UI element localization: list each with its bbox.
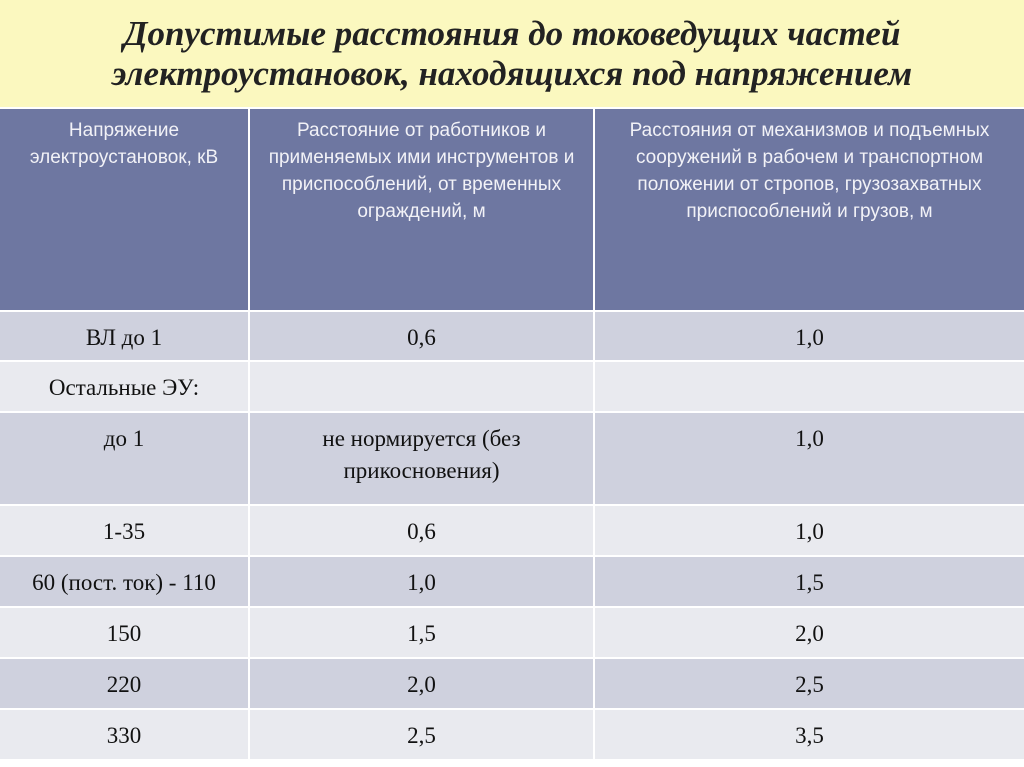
mechanism-distance-cell: 1,0 bbox=[594, 311, 1024, 361]
worker-distance-cell bbox=[249, 361, 594, 412]
column-header-worker-distance-text: Расстояние от работников и применяемых ими инструментов и приспособлений, от временных ограждений, м bbox=[268, 120, 575, 222]
mechanism-distance-cell: 2,0 bbox=[594, 607, 1024, 658]
table-row bbox=[0, 412, 1024, 505]
mechanism-distance-cell: 3,5 bbox=[594, 709, 1024, 760]
worker-distance-cell: 0,6 bbox=[249, 311, 594, 361]
mechanism-distance-cell: 2,5 bbox=[594, 658, 1024, 709]
worker-distance-cell bbox=[249, 412, 594, 505]
voltage-cell: до 1 bbox=[0, 412, 249, 505]
mechanism-distance-cell: 1,0 bbox=[594, 505, 1024, 556]
voltage-cell: 330 bbox=[0, 709, 249, 760]
column-header-voltage bbox=[0, 109, 249, 311]
worker-distance-text: не нормируется (без прикосновения) bbox=[322, 426, 521, 483]
table-row bbox=[0, 658, 1024, 709]
voltage-cell: 60 (пост. ток) - 110 bbox=[0, 556, 249, 607]
mechanism-distance-cell: 1,5 bbox=[594, 556, 1024, 607]
table-row bbox=[0, 311, 1024, 361]
voltage-cell: 1-35 bbox=[0, 505, 249, 556]
worker-distance-cell: 1,5 bbox=[249, 607, 594, 658]
column-header-worker-distance bbox=[249, 109, 594, 311]
mechanism-distance-cell bbox=[594, 361, 1024, 412]
slide-title-line-1: Допустимые расстояния до токоведущих частей bbox=[123, 13, 901, 53]
voltage-cell: ВЛ до 1 bbox=[0, 311, 249, 361]
voltage-cell: 220 bbox=[0, 658, 249, 709]
column-header-voltage-text: Напряжение электроустановок, кВ bbox=[29, 120, 219, 168]
slide-title-band bbox=[0, 0, 1024, 107]
column-header-mechanism-distance bbox=[594, 109, 1024, 311]
slide-title-line-2: электроустановок, находящихся под напряжением bbox=[111, 53, 913, 93]
table-row bbox=[0, 556, 1024, 607]
table-row bbox=[0, 709, 1024, 760]
worker-distance-cell: 2,0 bbox=[249, 658, 594, 709]
voltage-cell: 150 bbox=[0, 607, 249, 658]
worker-distance-cell: 2,5 bbox=[249, 709, 594, 760]
table-row bbox=[0, 505, 1024, 556]
mechanism-distance-cell: 1,0 bbox=[594, 412, 1024, 505]
voltage-cell: Остальные ЭУ: bbox=[0, 361, 249, 412]
table-row bbox=[0, 607, 1024, 658]
table-row bbox=[0, 361, 1024, 412]
distance-table bbox=[0, 109, 1024, 761]
column-header-mechanism-distance-text: Расстояния от механизмов и подъемных сооружений в рабочем и транспортном положении от стропов, грузозахватных приспособлений и грузов, м bbox=[629, 120, 990, 222]
worker-distance-cell: 0,6 bbox=[249, 505, 594, 556]
worker-distance-cell: 1,0 bbox=[249, 556, 594, 607]
table-header-row bbox=[0, 109, 1024, 311]
